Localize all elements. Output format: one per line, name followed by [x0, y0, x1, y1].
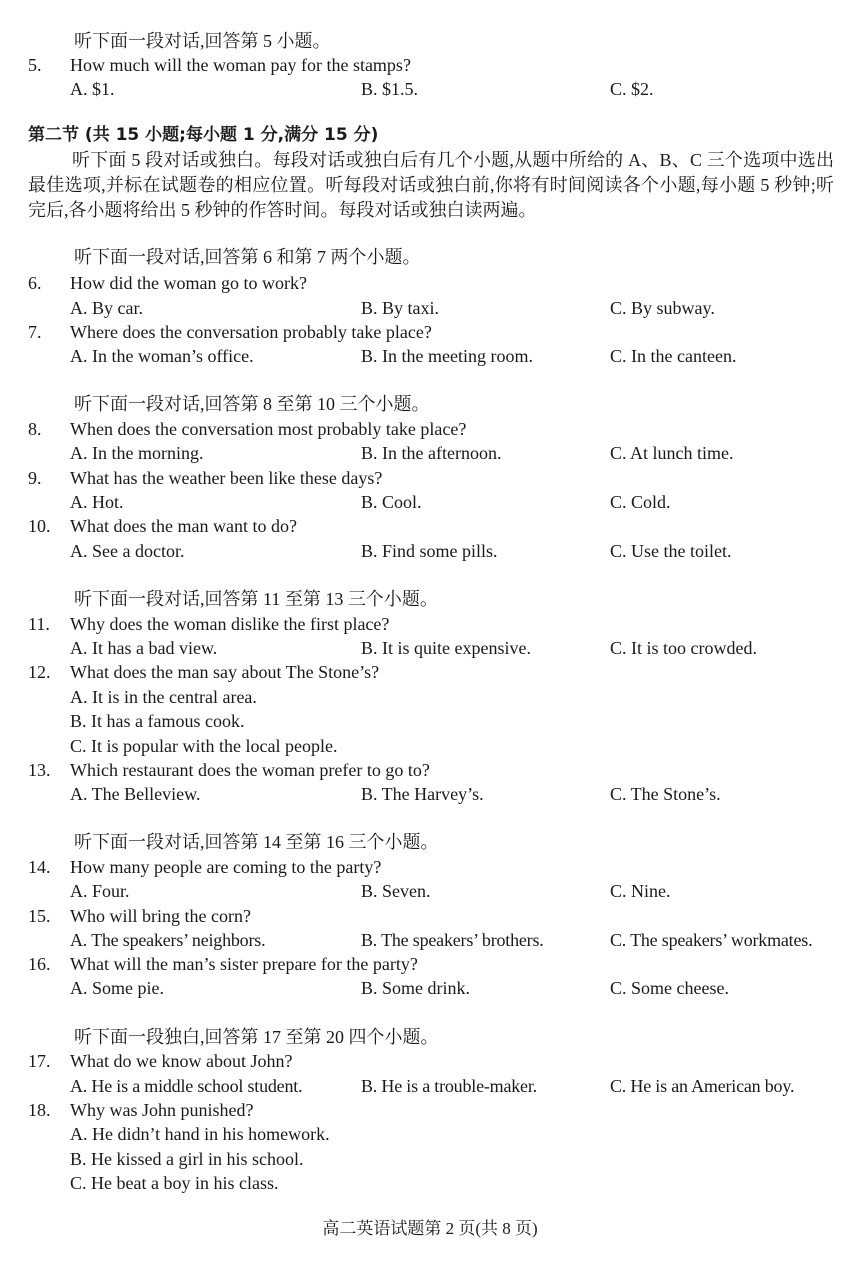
option-c: C. It is too crowded. [610, 638, 757, 658]
option-c: C. $2. [610, 79, 654, 99]
option-b: B. Cool. [361, 492, 422, 512]
option-b: B. It has a famous cook. [70, 711, 245, 731]
option-a: A. Four. [70, 881, 130, 901]
question-number: 8. [28, 419, 42, 439]
option-a: A. $1. [70, 79, 115, 99]
question-text: Which restaurant does the woman prefer to go to? [70, 760, 430, 780]
question-text: Why was John punished? [70, 1100, 254, 1120]
option-c: C. Some cheese. [610, 978, 729, 998]
question-text: What do we know about John? [70, 1051, 293, 1071]
option-c: C. The speakers’ workmates. [610, 930, 813, 950]
option-a: A. It has a bad view. [70, 638, 218, 658]
question-text: When does the conversation most probably take place? [70, 419, 467, 439]
option-a: A. See a doctor. [70, 541, 185, 561]
option-b: B. The Harvey’s. [361, 784, 484, 804]
question-number: 6. [28, 273, 42, 293]
question-text: How did the woman go to work? [70, 273, 307, 293]
question-text: How many people are coming to the party? [70, 857, 382, 877]
section-instructions: 听下面 5 段对话或独白。每段对话或独白后有几个小题,从题中所给的 A、B、C 三个选项中选出最佳选项,并标在试题卷的相应位置。听每段对话或独白前,你将有时间阅读各个小题,每小题 5 秒钟;听完后,各小题将给出 5 秒钟的作答时间。每段对话或独白读两遍。 [28, 150, 834, 220]
option-b: B. It is quite expensive. [361, 638, 531, 658]
option-a: A. He didn’t hand in his homework. [70, 1124, 330, 1144]
question-text: Where does the conversation probably take place? [70, 322, 432, 342]
option-a: A. He is a middle school student. [70, 1076, 303, 1096]
option-a: A. In the morning. [70, 443, 204, 463]
question-number: 16. [28, 954, 51, 974]
option-c: C. It is popular with the local people. [70, 736, 338, 756]
option-a: A. By car. [70, 298, 143, 318]
question-number: 13. [28, 760, 51, 780]
option-c: C. At lunch time. [610, 443, 734, 463]
question-number: 18. [28, 1100, 51, 1120]
question-number: 15. [28, 906, 51, 926]
option-c: C. He beat a boy in his class. [70, 1173, 279, 1193]
question-text: Why does the woman dislike the first place? [70, 614, 390, 634]
option-c: C. Nine. [610, 881, 671, 901]
option-a: A. Some pie. [70, 978, 164, 998]
option-b: B. He is a trouble-maker. [361, 1076, 537, 1096]
question-text: What has the weather been like these days? [70, 468, 383, 488]
option-a: A. The Belleview. [70, 784, 201, 804]
question-text: What will the man’s sister prepare for the party? [70, 954, 418, 974]
option-a: A. Hot. [70, 492, 124, 512]
option-a: A. The speakers’ neighbors. [70, 930, 266, 950]
question-number: 9. [28, 468, 42, 488]
option-b: B. Seven. [361, 881, 431, 901]
option-c: C. He is an American boy. [610, 1076, 795, 1096]
option-b: B. In the meeting room. [361, 346, 533, 366]
option-b: B. $1.5. [361, 79, 419, 99]
question-text: What does the man want to do? [70, 516, 297, 536]
option-b: B. By taxi. [361, 298, 440, 318]
option-c: C. By subway. [610, 298, 715, 318]
option-c: C. The Stone’s. [610, 784, 721, 804]
question-number: 17. [28, 1051, 51, 1071]
option-b: B. In the afternoon. [361, 443, 502, 463]
question-number: 7. [28, 322, 42, 342]
exam-page: 听下面一段对话,回答第 5 小题。 5. How much will the woman pay for the stamps? A. $1. B. $1.5. C. $2. 第二节 (共 15 小题;每小题 1 分,满分 15 分) 听下面 5 段对话或独白。每段对话或独白后有几个小题,从题中所给的 A、B、C 三个选项中选出最佳选项,并标在试题卷的相应位置。听每段对话或独白前,你将有时间阅读各个小题,每小题 5 秒钟;听完后,各小题将给出 5 秒钟的作答时间。每段对话或独白读两遍。 听下面一段对话,回答第 6 和第 7 两个小题。 6. How did the woman go to work? A. By car. B. By taxi. C. By subway. 7. Where does the conversation probably take place? A. In the woman’s office. B. In the meeting room. C. In the canteen. 听下面一段对话,回答第 8 至第 10 三个小题。 8. When does the conversation most probably take place? A. In the morning. B. In the afternoon. C. At lunch time. 9. What has the weather been like these days? A. Hot. B. Cool. C. Cold. 10. What does the man want to do? A. See a doctor. B. Find some pills. C. Use the toilet. 听下面一段对话,回答第 11 至第 13 三个小题。 11. Why does the woman dislike the first place? A. It has a bad view. B. It is quite expensive. C. It is too crowded. 12. What does the man say about The Stone’s? A. It is in the central area. B. It has a famous cook. C. It is popular with the local people. 13. Which restaurant does the woman prefer to go to? A. The Belleview. B. The Harvey’s. C. The Stone’s. 听下面一段对话,回答第 14 至第 16 三个小题。 14. How many people are coming to the party? A. Four. B. Seven. C. Nine. 15. Who will bring the corn? A. The speakers’ neighbors. B. The speakers’ brothers. C. The speakers’ workmates. 16. What will the man’s sister prepare for the party? A. Some pie. B. Some drink. C. Some cheese. 听下面一段独白,回答第 17 至第 20 四个小题。 17. What do we know about John? A. He is a middle school student. B. He is a trouble-maker. C. He is an American boy. 18. Why was John punished? A. He didn’t hand in his homework. B. He kissed a girl in his school. C. He beat a boy in his class. 高二英语试题第 2 页(共 8 页) [0, 0, 860, 1264]
page-footer: 高二英语试题第 2 页(共 8 页) [322, 1219, 538, 1238]
question-text: What does the man say about The Stone’s? [70, 662, 380, 682]
option-c: C. Use the toilet. [610, 541, 732, 561]
option-b: B. The speakers’ brothers. [361, 930, 544, 950]
option-a: A. In the woman’s office. [70, 346, 254, 366]
option-b: B. Some drink. [361, 978, 471, 998]
question-number: 11. [28, 614, 50, 634]
option-a: A. It is in the central area. [70, 687, 257, 707]
option-c: C. In the canteen. [610, 346, 737, 366]
question-text: How much will the woman pay for the stamps? [70, 55, 411, 75]
question-number: 12. [28, 662, 51, 682]
question-number: 10. [28, 516, 51, 536]
question-number: 5. [28, 55, 42, 75]
question-text: Who will bring the corn? [70, 906, 251, 926]
option-b: B. He kissed a girl in his school. [70, 1149, 304, 1169]
option-c: C. Cold. [610, 492, 671, 512]
option-b: B. Find some pills. [361, 541, 498, 561]
question-number: 14. [28, 857, 51, 877]
